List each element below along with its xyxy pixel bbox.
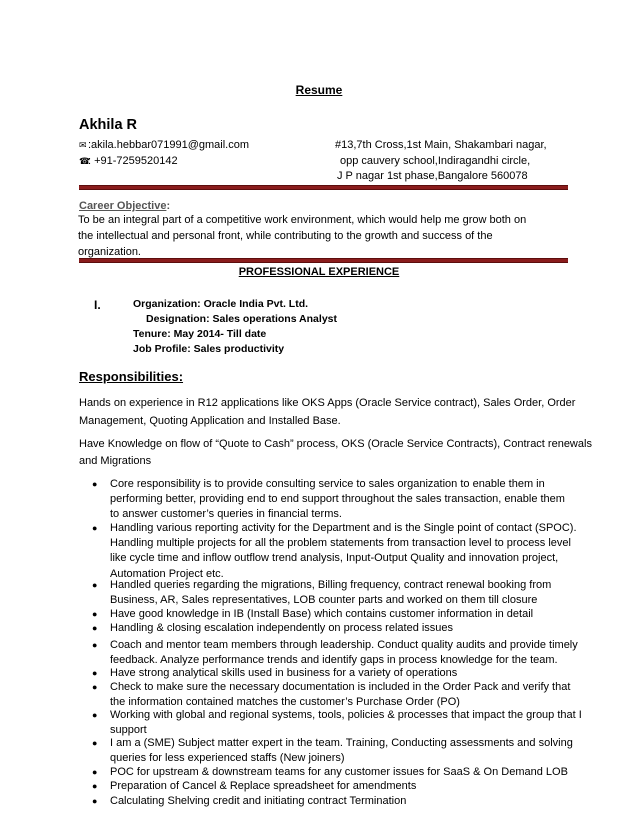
bullet-item-line: Have good knowledge in IB (Install Base) which contains customer information in detail	[110, 608, 534, 620]
bullet-item-line: queries for less experienced staffs (New joiners)	[110, 752, 345, 765]
address-line-1: #13,7th Cross,1st Main, Shakambari nagar,	[335, 139, 547, 151]
bullet-item-line: Handling & closing escalation independently on process related issues	[110, 622, 454, 634]
address-line-3: J P nagar 1st phase,Bangalore 560078	[337, 170, 528, 182]
bullet-item-line: Core responsibility is to provide consulting service to sales organization to enable them in	[110, 478, 545, 490]
bullet-item-line: Preparation of Cancel & Replace spreadsheet for amendments	[110, 780, 417, 792]
bullet-icon: ●	[92, 523, 98, 533]
bullet-icon: ●	[92, 623, 98, 633]
responsibilities-heading: Responsibilities:	[79, 369, 184, 384]
bullet-item-line: Calculating Shelving credit and initiating contract Termination	[110, 795, 407, 807]
bullet-item-line: Automation Project etc.	[110, 567, 224, 580]
bullet-item-line: Handling various reporting activity for the Department and is the Single point of contact (SPOC).	[110, 522, 577, 534]
address-line-2: opp cauvery school,Indiragandhi circle,	[340, 155, 531, 167]
objective-line: the intellectual and personal front, while contributing to the growth and success of the	[78, 230, 493, 242]
divider-bottom	[79, 258, 568, 263]
page-title: Resume	[295, 83, 343, 97]
objective-line: To be an integral part of a competitive work environment, which would help me grow both on	[78, 214, 527, 226]
bullet-item-line: Handling multiple projects for all the problem statements from transaction level to process level	[110, 537, 571, 550]
bullet-item-line: support	[110, 724, 147, 737]
bullet-icon: ●	[92, 710, 98, 720]
bullet-icon: ●	[92, 580, 98, 590]
bullet-icon: ●	[92, 682, 98, 692]
bullet-icon: ●	[92, 479, 98, 489]
bullet-item-line: Business, AR, Sales representatives, LOB counter parts and worked on them till closure	[110, 594, 538, 607]
bullet-icon: ●	[92, 609, 98, 619]
experience-heading: PROFESSIONAL EXPERIENCE	[238, 266, 400, 278]
bullet-item-line: POC for upstream & downstream teams for any customer issues for SaaS & On Demand LOB	[110, 766, 568, 778]
bullet-icon: ●	[92, 738, 98, 748]
objective-line: organization.	[78, 246, 141, 258]
bullet-item-line: to answer customer’s queries in financial terms.	[110, 508, 342, 521]
paragraph-line: Have Knowledge on flow of “Quote to Cash” process, OKS (Oracle Service Contracts), Contract renewals	[79, 438, 592, 450]
bullet-item-line: Coach and mentor team members through leadership. Conduct quality audits and provide timely	[110, 639, 578, 651]
bullet-item-line: Have strong analytical skills used in business for a variety of operations	[110, 667, 458, 679]
bullet-item-line: like cycle time and inflow outflow trend analysis, Input-Output Quality and innovation project,	[110, 552, 559, 565]
paragraph-line: Management, Quoting Application and Installed Base.	[79, 415, 341, 427]
bullet-item-line: Check to make sure the necessary documentation is included in the Order Pack and verify that	[110, 681, 571, 693]
paragraph-line: and Migrations	[79, 455, 152, 467]
bullet-item-line: I am a (SME) Subject matter expert in the team. Training, Conducting assessments and solving	[110, 737, 573, 749]
objective-heading: Career Objective:	[79, 200, 171, 212]
organization: Organization: Oracle India Pvt. Ltd.	[133, 298, 309, 310]
email-text: :akila.hebbar071991@gmail.com	[88, 139, 249, 151]
phone-icon: ☎	[79, 156, 91, 166]
bullet-icon: ●	[92, 767, 98, 777]
bullet-item-line: Working with global and regional systems, tools, policies & processes that impact the group that I	[110, 709, 582, 721]
divider-top	[79, 185, 568, 190]
bullet-item-line: the information contained matches the customer’s Purchase Order (PO)	[110, 696, 460, 709]
bullet-item-line: feedback. Analyze performance trends and identify gaps in process knowledge for the team.	[110, 654, 558, 667]
experience-numeral: I.	[94, 298, 101, 312]
phone-text: : +91-7259520142	[88, 155, 178, 167]
bullet-item-line: Handled queries regarding the migrations, Billing frequency, contract renewal booking from	[110, 579, 552, 591]
designation: Designation: Sales operations Analyst	[146, 313, 337, 325]
email-line	[79, 139, 249, 151]
bullet-icon: ●	[92, 796, 98, 806]
bullet-icon: ●	[92, 668, 98, 678]
envelope-icon: ✉	[79, 140, 87, 150]
phone-line	[79, 155, 178, 167]
candidate-name: Akhila R	[79, 117, 138, 133]
bullet-icon: ●	[92, 640, 98, 650]
tenure: Tenure: May 2014- Till date	[133, 328, 267, 340]
job-profile: Job Profile: Sales productivity	[133, 343, 285, 355]
paragraph-line: Hands on experience in R12 applications like OKS Apps (Oracle Service contract), Sales Order, Order	[79, 397, 576, 409]
bullet-icon: ●	[92, 781, 98, 791]
bullet-item-line: performing better, providing end to end support throughout the sales transaction, enable them	[110, 493, 565, 506]
